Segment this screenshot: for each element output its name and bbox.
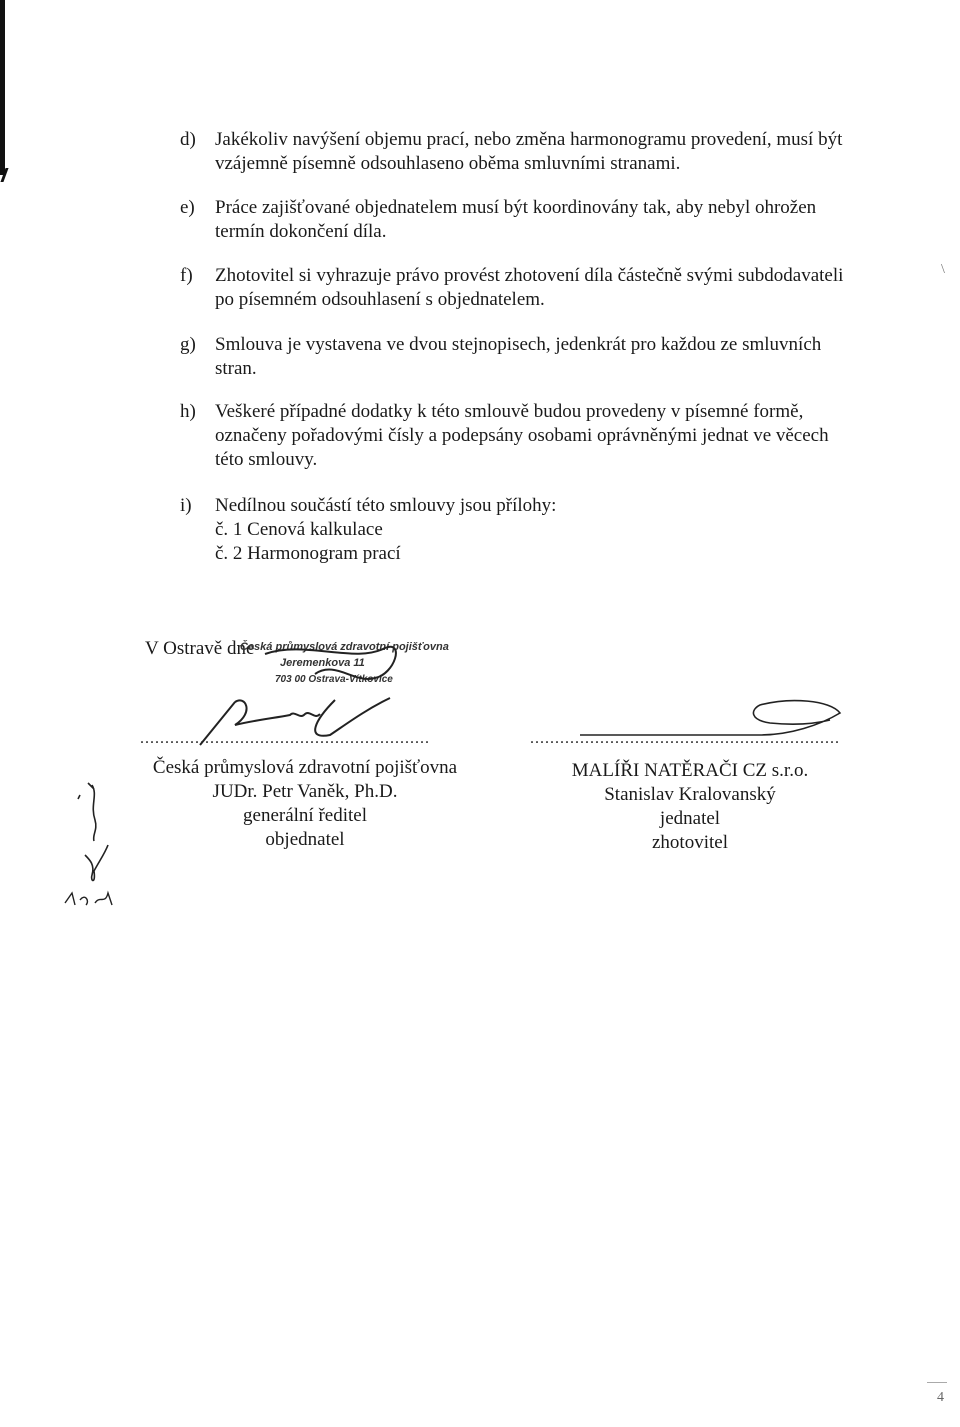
stray-mark: \ — [941, 262, 945, 277]
clause-letter: g) — [180, 334, 196, 355]
clause-text: Jakékoliv navýšení objemu prací, nebo změna harmonogramu provedení, musí být — [215, 129, 843, 150]
left-party-label: objednatel — [265, 829, 345, 850]
right-signature-line: .............................................................. — [530, 730, 840, 747]
right-company: MALÍŘI NATĚRAČI CZ s.r.o. — [571, 760, 809, 781]
clause-i — [180, 494, 880, 566]
clause-f — [180, 264, 880, 312]
clause-text: Veškeré případné dodatky k této smlouvě budou provedeny v písemné formě, — [215, 401, 804, 422]
stamp-line-1: Česká průmyslová zdravotní pojišťovna — [240, 641, 449, 653]
clause-text: této smlouvy. — [215, 449, 318, 470]
clause-text: stran. — [215, 358, 257, 379]
clause-text: po písemném odsouhlasení s objednatelem. — [215, 289, 545, 310]
clause-text: Smlouva je vystavena ve dvou stejnopisech, jedenkrát pro každou ze smluvních — [215, 334, 822, 355]
clause-d — [180, 128, 880, 176]
right-person: Stanislav Kralovanský — [604, 784, 776, 805]
clause-letter: i) — [180, 495, 192, 516]
left-party-block — [140, 756, 470, 852]
clause-e — [180, 196, 880, 244]
company-stamp — [235, 634, 495, 690]
clause-text: termín dokončení díla. — [215, 221, 387, 242]
clause-letter: e) — [180, 197, 195, 218]
left-person: JUDr. Petr Vaněk, Ph.D. — [212, 781, 398, 802]
attachment-2: č. 2 Harmonogram prací — [215, 543, 401, 564]
page-number: 4 — [937, 1390, 944, 1405]
clause-letter: d) — [180, 129, 196, 150]
left-role: generální ředitel — [243, 805, 367, 826]
clause-text: vzájemně písemně odsouhlaseno oběma smluvními stranami. — [215, 153, 681, 174]
clause-g — [180, 333, 880, 381]
clause-text: označeny pořadovými čísly a podepsány osobami oprávněnými jednat ve věcech — [215, 425, 829, 446]
clause-letter: h) — [180, 401, 196, 422]
attachment-1: č. 1 Cenová kalkulace — [215, 519, 383, 540]
left-signature-line: .......................................................... — [140, 730, 430, 747]
clause-letter: f) — [180, 265, 193, 286]
margin-initials — [50, 775, 150, 915]
clause-h — [180, 400, 880, 472]
right-role: jednatel — [659, 808, 721, 829]
stamp-line-3: 703 00 Ostrava-Vítkovice — [275, 674, 393, 685]
left-company: Česká průmyslová zdravotní pojišťovna — [152, 757, 458, 778]
clause-text: Nedílnou součástí této smlouvy jsou přílohy: — [215, 495, 557, 516]
stamp-line-2: Jeremenkova 11 — [280, 657, 365, 669]
place-date-line: V Ostravě dne — [145, 638, 255, 659]
clause-text: Zhotovitel si vyhrazuje právo provést zhotovení díla částečně svými subdodavateli — [215, 265, 844, 286]
binding-edge-mark — [0, 0, 5, 175]
right-party-block — [525, 759, 855, 855]
right-party-label: zhotovitel — [652, 832, 728, 853]
clause-text: Práce zajišťované objednatelem musí být koordinovány tak, aby nebyl ohrožen — [215, 197, 817, 218]
page-number-dash — [927, 1382, 947, 1383]
